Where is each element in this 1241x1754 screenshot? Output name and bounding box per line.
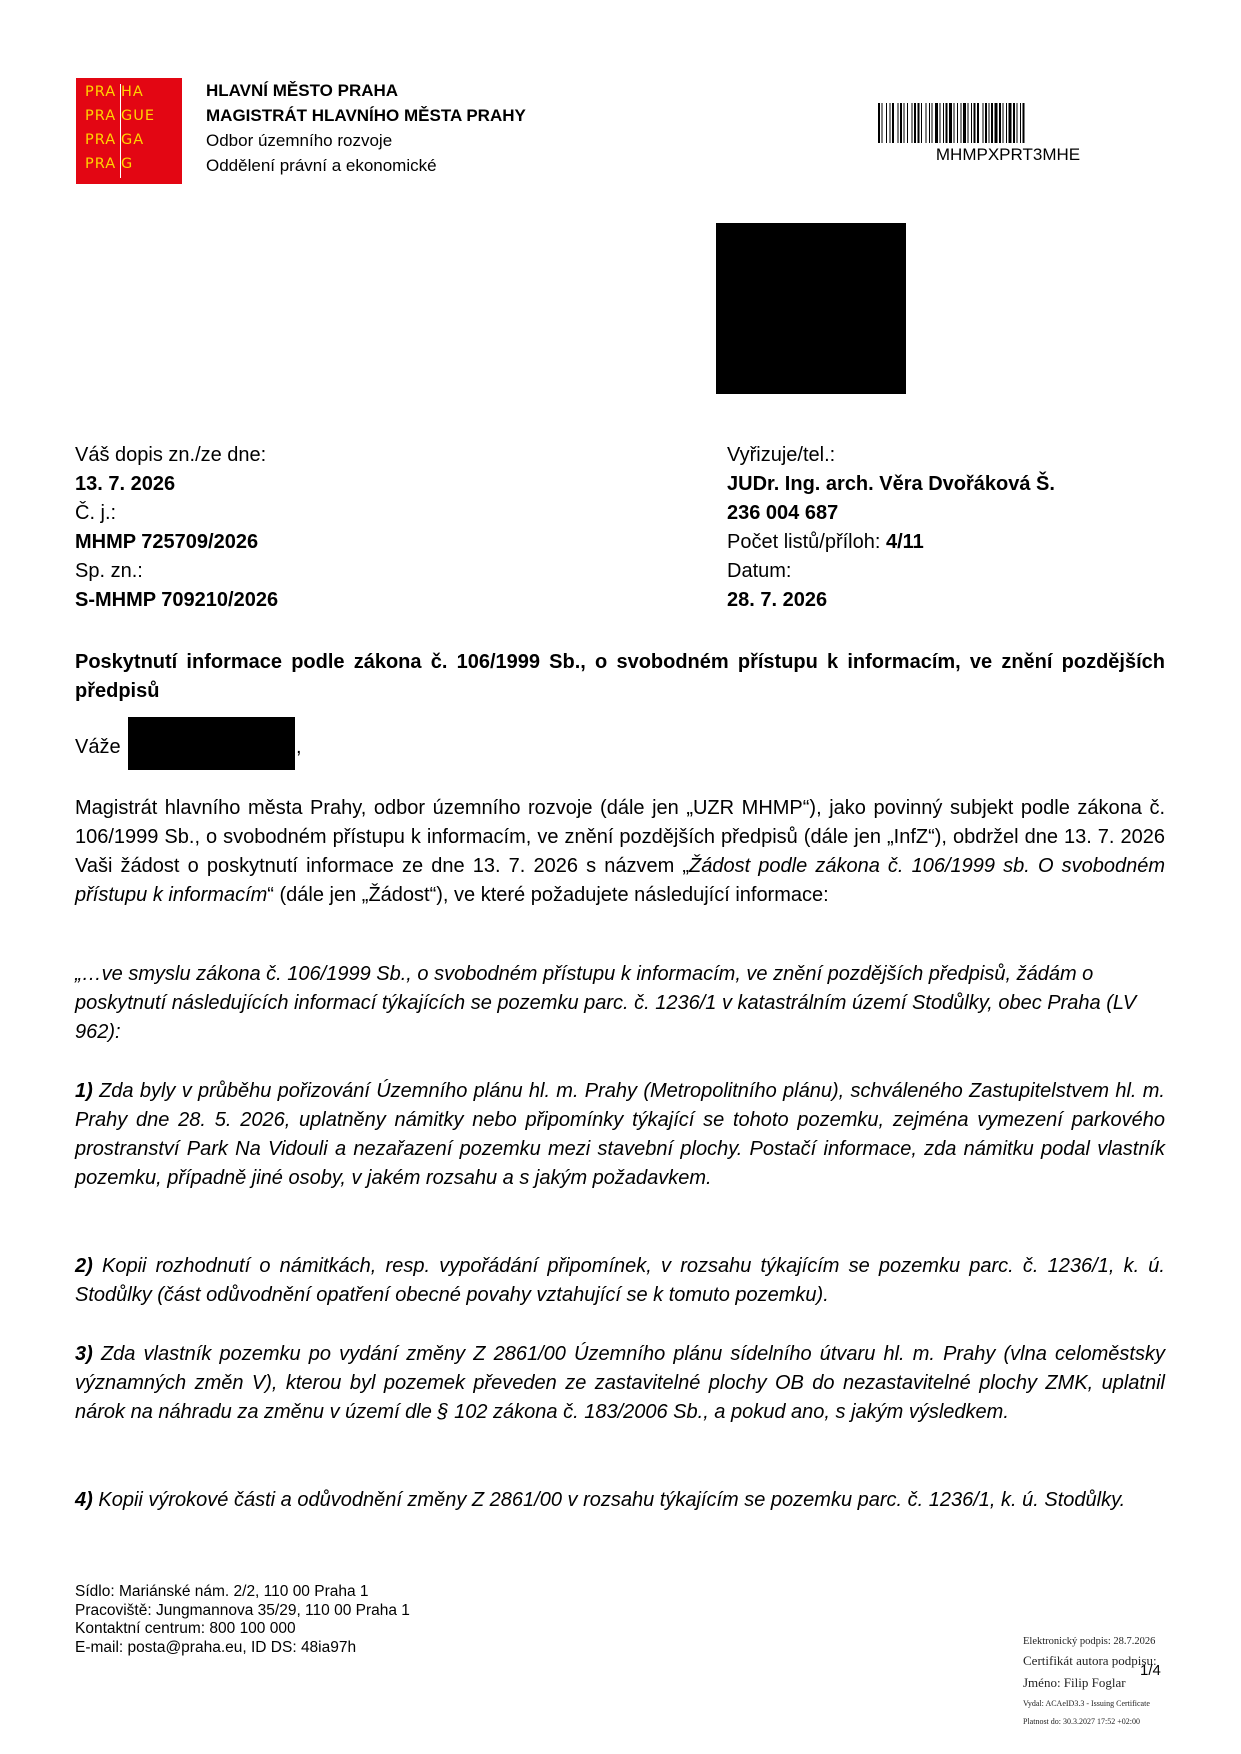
item-number: 4) [75, 1489, 93, 1511]
request-title: Žádost podle zákona č. 106/1999 sb. O svobodném přístupu k informacím [75, 855, 1166, 906]
handler-phone: 236 004 687 [727, 502, 839, 524]
file-label: Sp. zn.: [75, 560, 143, 582]
page-number: 1/4 [1140, 1662, 1161, 1679]
date-label: Datum: [727, 560, 792, 582]
praha-logo [76, 78, 182, 184]
footer-workplace: Pracoviště: Jungmannova 35/29, 110 00 Praha 1 [75, 1601, 410, 1619]
esign-cert: Certifikát autora podpisu: [1023, 1653, 1157, 1668]
item-text: Kopii výrokové části a odůvodnění změny Z 2861/00 v rozsahu týkajícím se pozemku parc. č. 1236/1, k. ú. Stodůlky. [98, 1489, 1126, 1511]
office-magistrate: MAGISTRÁT HLAVNÍHO MĚSTA PRAHY [206, 106, 526, 125]
logo-row: PRA HA [85, 84, 144, 100]
barcode [878, 103, 1138, 143]
item-text: Zda byly v průběhu pořizování Územního plánu hl. m. Prahy (Metropolitního plánu), schváleného Zastupitelstvem hl. m. Prahy dne 28. 5. 2026, uplatněny námitky nebo připomínky týkající se tohoto pozemku, zejména vymezení parkového prostranství Park Na Vidouli a nezařazení pozemku mezi stavební plochy. Postačí informace, zda námitku podal vlastník pozemku, případně jiné osoby, v jakém rozsahu a s jakým požadavkem. [75, 1080, 1165, 1189]
date-value: 28. 7. 2026 [727, 589, 828, 611]
office-department: Odbor územního rozvoje [206, 131, 393, 150]
request-item [75, 1077, 1165, 1193]
electronic-signature [1023, 1634, 1157, 1730]
letter-date: 13. 7. 2026 [75, 473, 176, 495]
handler-block [727, 441, 1055, 615]
file-number: S-MHMP 709210/2026 [75, 589, 279, 611]
barcode-text: MHMPXPRT3MHE [935, 145, 1081, 164]
request-item [75, 1340, 1165, 1427]
sheets-value: 4/11 [885, 531, 924, 553]
ref-number: MHMP 725709/2026 [75, 531, 259, 553]
footer-email: E-mail: posta@praha.eu, ID DS: 48ia97h [75, 1638, 357, 1656]
logo-row: PRA G [85, 156, 134, 172]
redacted-address-block [716, 223, 906, 394]
subject-heading: Poskytnutí informace podle zákona č. 106/1999 Sb., o svobodném přístupu k informacím, ve znění pozdějších předpisů [75, 651, 1165, 702]
logo-row: PRA GUE [85, 108, 156, 124]
reference-block [75, 441, 278, 615]
intro-text-end: “ (dále jen „Žádost“), ve které požadujete následující informace: [267, 884, 829, 906]
intro-paragraph [75, 794, 1165, 910]
letter-label: Váš dopis zn./ze dne: [75, 444, 267, 466]
redacted-name [128, 717, 295, 770]
logo-row: PRA GA [85, 132, 145, 148]
footer-seat: Sídlo: Mariánské nám. 2/2, 110 00 Praha 1 [75, 1583, 369, 1600]
item-text: Zda vlastník pozemku po vydání změny Z 2861/00 Územního plánu sídelního útvaru hl. m. Prahy (vlna celoměstsky významných změn V), kterou byl pozemek převeden ze zastavitelné plochy OB do nezastavitelné plochy ZMK, uplatnil nárok na náhradu za změnu v území dle § 102 zákona č. 183/2006 Sb., a pokud ano, s jakým výsledkem. [75, 1343, 1165, 1423]
office-section: Oddělení právní a ekonomické [206, 156, 437, 175]
quote-intro: „…ve smyslu zákona č. 106/1999 Sb., o svobodném přístupu k informacím, ve znění pozdějších předpisů, žádám o poskytnutí následujících informací týkajících se pozemku parc. č. 1236/1 v katastrálním území Stodůlky, obec Praha (LV 962): [75, 963, 1137, 1043]
ref-label: Č. j.: [75, 502, 117, 524]
esign-date: Elektronický podpis: 28.7.2026 [1023, 1636, 1156, 1647]
handler-name: JUDr. Ing. arch. Věra Dvořáková Š. [727, 473, 1055, 495]
footer-contact: Kontaktní centrum: 800 100 000 [75, 1620, 296, 1637]
salutation: Váže [75, 736, 121, 758]
request-item [75, 1486, 1165, 1515]
office-city: HLAVNÍ MĚSTO PRAHA [206, 81, 399, 100]
salutation-comma: , [296, 736, 302, 758]
item-number: 1) [75, 1080, 93, 1102]
sheets-line [727, 528, 1055, 557]
request-item [75, 1252, 1165, 1310]
item-number: 2) [75, 1255, 93, 1277]
esign-name: Jméno: Filip Foglar [1023, 1675, 1126, 1690]
item-number: 3) [75, 1343, 93, 1365]
handler-label: Vyřizuje/tel.: [727, 444, 836, 466]
sheets-label: Počet listů/příloh: [727, 531, 881, 553]
footer-contacts [75, 1583, 410, 1657]
item-text: Kopii rozhodnutí o námitkách, resp. vypořádání připomínek, v rozsahu týkajícím se pozemku parc. č. 1236/1, k. ú. Stodůlky (část odůvodnění opatření obecné povahy vztahující se k tomuto pozemku). [75, 1255, 1165, 1306]
esign-validity: Platnost do: 30.3.2027 17:52 +02:00 [1023, 1717, 1140, 1726]
office-header [206, 78, 526, 178]
intro-text: Magistrát hlavního města Prahy, odbor územního rozvoje (dále jen „UZR MHMP“), jako povinný subjekt podle zákona č. 106/1999 Sb., o svobodném přístupu k informacím, ve znění pozdějších předpisů (dále jen „InfZ“), obdržel dne 13. 7. 2026 Vaši žádost o poskytnutí informace ze dne 13. 7. 2026 s názvem „ [75, 797, 1165, 877]
esign-issuer: Vydal: ACAeID3.3 - Issuing Certificate [1023, 1699, 1150, 1708]
